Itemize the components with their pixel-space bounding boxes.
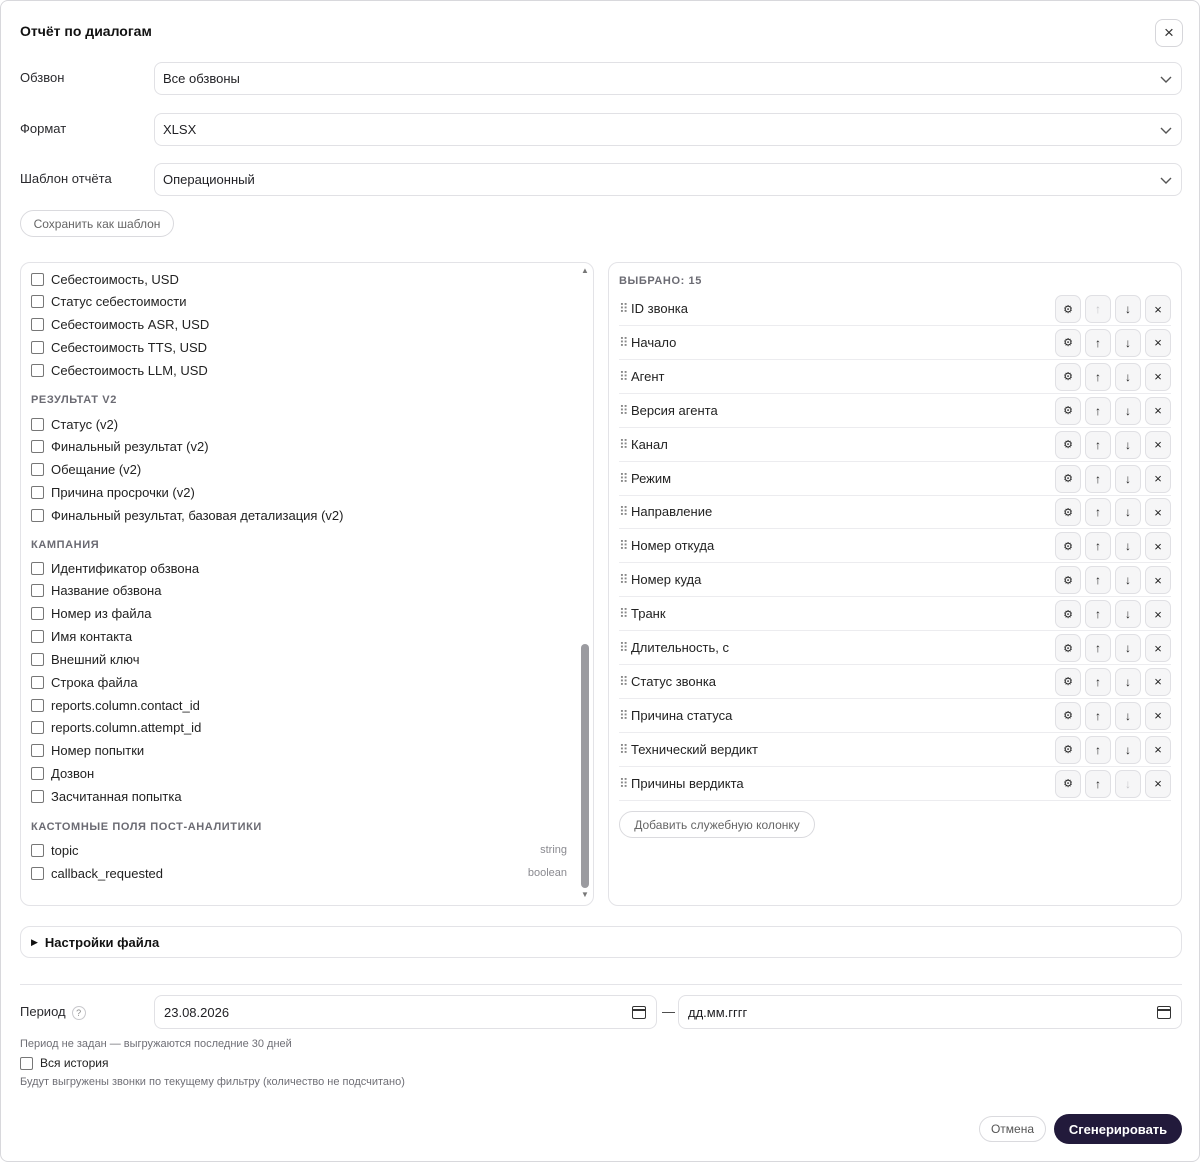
- settings-icon[interactable]: ⚙: [1055, 634, 1081, 662]
- selected-column-label: Длительность, с: [631, 640, 729, 655]
- drag-handle-icon[interactable]: ⠿: [619, 301, 628, 316]
- arrow-up-icon[interactable]: ↑: [1085, 363, 1111, 391]
- column-option-label: Себестоимость ASR, USD: [51, 317, 210, 333]
- scroll-up-arrow-icon[interactable]: ▲: [581, 266, 589, 275]
- triangle-right-icon: ▶: [31, 936, 38, 947]
- close-icon[interactable]: ×: [1145, 465, 1171, 493]
- row-actions: [1055, 397, 1171, 425]
- column-option[interactable]: [31, 605, 571, 623]
- settings-icon[interactable]: ⚙: [1055, 498, 1081, 526]
- selected-column-label: Начало: [631, 334, 677, 350]
- save-as-template-button[interactable]: Сохранить как шаблон: [20, 210, 174, 237]
- row-actions: [1055, 532, 1171, 560]
- column-option[interactable]: [31, 559, 571, 577]
- calendar-icon[interactable]: [632, 1006, 646, 1019]
- selected-column-row[interactable]: [619, 767, 1171, 801]
- arrow-down-icon: ↓: [1115, 770, 1141, 798]
- column-option[interactable]: [31, 362, 571, 380]
- column-checkbox[interactable]: [31, 744, 44, 757]
- row-actions: [1055, 295, 1171, 323]
- column-option-label: Номер из файла: [51, 606, 152, 622]
- close-icon[interactable]: ×: [1145, 329, 1171, 357]
- arrow-down-icon[interactable]: ↓: [1115, 295, 1141, 323]
- all-history-label: Вся история: [40, 1056, 109, 1070]
- scroll-down-arrow-icon[interactable]: ▼: [581, 890, 589, 899]
- drag-handle-icon[interactable]: ⠿: [619, 436, 628, 452]
- selected-column-label: Номер куда: [631, 572, 702, 588]
- generate-button[interactable]: Сгенерировать: [1054, 1114, 1182, 1144]
- row-actions: [1055, 329, 1171, 357]
- row-actions: [1055, 770, 1171, 798]
- period-to-input[interactable]: [678, 995, 1182, 1029]
- column-checkbox[interactable]: [31, 486, 44, 499]
- arrow-up-icon[interactable]: ↑: [1085, 702, 1111, 730]
- column-option[interactable]: [31, 415, 571, 433]
- column-checkbox[interactable]: [31, 341, 44, 354]
- column-option[interactable]: [31, 316, 571, 334]
- column-checkbox[interactable]: [31, 630, 44, 643]
- column-option[interactable]: [31, 461, 571, 479]
- column-option-label: Засчитанная попытка: [51, 789, 182, 804]
- chevron-down-icon: [1159, 173, 1173, 187]
- selected-column-row[interactable]: [619, 631, 1171, 665]
- selected-column-row[interactable]: [619, 360, 1171, 394]
- drag-handle-icon[interactable]: ⠿: [619, 775, 628, 791]
- arrow-up-icon[interactable]: ↑: [1085, 770, 1111, 798]
- drag-handle-icon[interactable]: ⠿: [619, 707, 628, 723]
- close-icon[interactable]: ×: [1145, 532, 1171, 560]
- selected-column-row[interactable]: [619, 529, 1171, 563]
- settings-icon[interactable]: ⚙: [1055, 295, 1081, 323]
- scrollbar-thumb[interactable]: [581, 644, 589, 888]
- column-option-label: Причина просрочки (v2): [51, 485, 195, 501]
- campaign-select[interactable]: [154, 62, 1182, 95]
- column-option[interactable]: [31, 673, 571, 691]
- chevron-down-icon: [1159, 123, 1173, 137]
- column-option-label: Финальный результат, базовая детализация (v2): [51, 508, 344, 524]
- drag-handle-icon[interactable]: ⠿: [619, 572, 628, 588]
- selected-column-row[interactable]: [619, 699, 1171, 733]
- column-option[interactable]: [31, 582, 571, 600]
- column-option-label: Название обзвона: [51, 583, 162, 599]
- section-title: КАСТОМНЫЕ ПОЛЯ ПОСТ-АНАЛИТИКИ: [31, 821, 262, 833]
- column-checkbox[interactable]: [31, 562, 44, 575]
- close-icon[interactable]: ×: [1145, 702, 1171, 730]
- calendar-icon[interactable]: [1157, 1006, 1171, 1019]
- drag-handle-icon[interactable]: ⠿: [619, 504, 628, 520]
- column-checkbox[interactable]: [31, 463, 44, 476]
- arrow-down-icon[interactable]: ↓: [1115, 397, 1141, 425]
- close-icon[interactable]: ×: [1145, 634, 1171, 662]
- selected-column-label: Номер откуда: [631, 538, 715, 554]
- settings-icon[interactable]: ⚙: [1055, 431, 1081, 459]
- column-type-badge: boolean: [527, 867, 567, 879]
- selected-column-row[interactable]: [619, 665, 1171, 699]
- campaign-label: Обзвон: [20, 70, 65, 85]
- close-icon[interactable]: ×: [1145, 431, 1171, 459]
- selected-column-row[interactable]: [619, 563, 1171, 597]
- selected-column-row[interactable]: [619, 326, 1171, 360]
- dialog-title: Отчёт по диалогам: [20, 23, 152, 39]
- drag-handle-icon[interactable]: ⠿: [619, 470, 628, 486]
- arrow-down-icon[interactable]: ↓: [1115, 363, 1141, 391]
- section-title: РЕЗУЛЬТАТ V2: [31, 394, 117, 406]
- arrow-down-icon[interactable]: ↓: [1115, 498, 1141, 526]
- period-hint: Период не задан — выгружаются последние 30 дней: [20, 1038, 292, 1050]
- close-icon[interactable]: ×: [1145, 363, 1171, 391]
- column-option[interactable]: [31, 438, 571, 456]
- selected-column-label: Статус звонка: [631, 673, 717, 689]
- drag-handle-icon[interactable]: ⠿: [619, 538, 628, 554]
- row-actions: [1055, 498, 1171, 526]
- column-checkbox[interactable]: [31, 767, 44, 780]
- arrow-up-icon[interactable]: ↑: [1085, 532, 1111, 560]
- arrow-up-icon[interactable]: ↑: [1085, 431, 1111, 459]
- column-checkbox[interactable]: [31, 844, 44, 857]
- column-option[interactable]: [31, 628, 571, 646]
- column-option-label: Себестоимость LLM, USD: [51, 363, 208, 379]
- column-option[interactable]: [31, 696, 571, 714]
- drag-handle-icon[interactable]: ⠿: [619, 640, 628, 655]
- selected-column-label: Режим: [631, 470, 672, 486]
- template-select-value: Операционный: [163, 172, 255, 187]
- selected-column-label: Причина статуса: [631, 707, 733, 723]
- close-icon[interactable]: ×: [1145, 600, 1171, 628]
- column-checkbox[interactable]: [31, 676, 44, 689]
- column-option[interactable]: [31, 650, 571, 668]
- row-actions: [1055, 736, 1171, 764]
- column-checkbox[interactable]: [31, 790, 44, 803]
- arrow-down-icon[interactable]: ↓: [1115, 634, 1141, 662]
- settings-icon[interactable]: ⚙: [1055, 702, 1081, 730]
- column-option-label: Себестоимость, USD: [51, 271, 179, 287]
- template-select[interactable]: [154, 163, 1182, 196]
- export-note: Будут выгружены звонки по текущему фильтру (количество не подсчитано): [20, 1076, 405, 1088]
- settings-icon[interactable]: ⚙: [1055, 465, 1081, 493]
- column-option[interactable]: [31, 742, 571, 760]
- selected-column-row[interactable]: [619, 394, 1171, 428]
- all-history-option[interactable]: [20, 1056, 108, 1070]
- file-settings-toggle[interactable]: [20, 926, 1182, 958]
- arrow-down-icon[interactable]: ↓: [1115, 566, 1141, 594]
- column-option[interactable]: [31, 765, 571, 783]
- column-option[interactable]: [31, 719, 571, 737]
- column-checkbox[interactable]: [31, 364, 44, 377]
- selected-column-label: ID звонка: [631, 301, 688, 316]
- arrow-down-icon[interactable]: ↓: [1115, 736, 1141, 764]
- column-option-label: Идентификатор обзвона: [51, 560, 200, 576]
- column-option-label: Финальный результат (v2): [51, 439, 209, 455]
- row-actions: [1055, 566, 1171, 594]
- selected-column-label: Технический вердикт: [631, 741, 758, 757]
- close-icon[interactable]: ×: [1145, 397, 1171, 425]
- column-option-label: Имя контакта: [51, 629, 133, 645]
- selected-column-row[interactable]: [619, 462, 1171, 496]
- arrow-up-icon[interactable]: ↑: [1085, 465, 1111, 493]
- row-actions: [1055, 363, 1171, 391]
- drag-handle-icon[interactable]: ⠿: [619, 368, 628, 384]
- close-icon[interactable]: ×: [1145, 498, 1171, 526]
- row-actions: [1055, 634, 1171, 662]
- row-actions: [1055, 600, 1171, 628]
- row-actions: [1055, 668, 1171, 696]
- column-option-label: topic: [51, 842, 79, 858]
- selected-column-row[interactable]: [619, 292, 1171, 326]
- period-from-value: 23.08.2026: [164, 1004, 230, 1020]
- close-icon[interactable]: ×: [1145, 295, 1171, 323]
- settings-icon[interactable]: ⚙: [1055, 329, 1081, 357]
- column-checkbox[interactable]: [31, 440, 44, 453]
- drag-handle-icon[interactable]: ⠿: [619, 402, 628, 418]
- arrow-down-icon[interactable]: ↓: [1115, 600, 1141, 628]
- all-history-checkbox[interactable]: [20, 1057, 33, 1070]
- column-checkbox[interactable]: [31, 867, 44, 880]
- arrow-up-icon: ↑: [1085, 295, 1111, 323]
- settings-icon[interactable]: ⚙: [1055, 600, 1081, 628]
- selected-count-header: ВЫБРАНО: 15: [619, 275, 702, 287]
- arrow-down-icon[interactable]: ↓: [1115, 702, 1141, 730]
- column-option[interactable]: [31, 864, 571, 882]
- arrow-up-icon[interactable]: ↑: [1085, 397, 1111, 425]
- arrow-up-icon[interactable]: ↑: [1085, 736, 1111, 764]
- column-checkbox[interactable]: [31, 295, 44, 308]
- selected-column-label: Канал: [631, 436, 668, 452]
- column-option[interactable]: [31, 293, 571, 311]
- column-option[interactable]: [31, 270, 571, 288]
- selected-column-row[interactable]: [619, 428, 1171, 462]
- column-option[interactable]: [31, 788, 571, 806]
- format-select[interactable]: [154, 113, 1182, 146]
- arrow-down-icon[interactable]: ↓: [1115, 431, 1141, 459]
- arrow-up-icon[interactable]: ↑: [1085, 498, 1111, 526]
- selected-column-label: Направление: [631, 504, 713, 520]
- selected-column-label: Причины вердикта: [631, 775, 744, 791]
- settings-icon[interactable]: ⚙: [1055, 736, 1081, 764]
- column-option-label: Себестоимость TTS, USD: [51, 340, 208, 356]
- column-option[interactable]: [31, 841, 571, 859]
- column-option-label: Номер попытки: [51, 743, 145, 759]
- column-option[interactable]: [31, 484, 571, 502]
- format-label: Формат: [20, 121, 67, 136]
- row-actions: [1055, 702, 1171, 730]
- add-service-column-button[interactable]: Добавить служебную колонку: [619, 811, 815, 838]
- column-option-label: Строка файла: [51, 674, 138, 690]
- column-option-label: reports.column.contact_id: [51, 697, 200, 713]
- arrow-up-icon[interactable]: ↑: [1085, 566, 1111, 594]
- cancel-button[interactable]: Отмена: [979, 1116, 1046, 1142]
- column-checkbox[interactable]: [31, 721, 44, 734]
- drag-handle-icon[interactable]: ⠿: [619, 334, 628, 350]
- arrow-down-icon[interactable]: ↓: [1115, 329, 1141, 357]
- column-checkbox[interactable]: [31, 509, 44, 522]
- chevron-down-icon: [1159, 72, 1173, 86]
- column-option[interactable]: [31, 507, 571, 525]
- arrow-up-icon[interactable]: ↑: [1085, 329, 1111, 357]
- column-checkbox[interactable]: [31, 318, 44, 331]
- selected-column-row[interactable]: [619, 597, 1171, 631]
- column-checkbox[interactable]: [31, 418, 44, 431]
- arrow-up-icon[interactable]: ↑: [1085, 634, 1111, 662]
- column-option-label: Статус (v2): [51, 416, 119, 432]
- drag-handle-icon[interactable]: ⠿: [619, 741, 628, 757]
- period-to-placeholder: дд.мм.гггг: [688, 1004, 748, 1020]
- column-option-label: Внешний ключ: [51, 651, 140, 667]
- divider: [20, 984, 1182, 985]
- file-settings-label: Настройки файла: [44, 934, 160, 950]
- column-checkbox[interactable]: [31, 699, 44, 712]
- column-checkbox[interactable]: [31, 607, 44, 620]
- close-icon: ×: [1164, 23, 1174, 42]
- arrow-up-icon[interactable]: ↑: [1085, 668, 1111, 696]
- arrow-down-icon[interactable]: ↓: [1115, 532, 1141, 560]
- settings-icon[interactable]: ⚙: [1055, 668, 1081, 696]
- selected-column-label: Агент: [631, 368, 665, 384]
- settings-icon[interactable]: ⚙: [1055, 566, 1081, 594]
- column-option-label: reports.column.attempt_id: [51, 720, 202, 736]
- section-title: КАМПАНИЯ: [31, 539, 100, 551]
- close-button[interactable]: [1155, 19, 1183, 47]
- row-actions: [1055, 465, 1171, 493]
- period-dash: —: [662, 1004, 675, 1019]
- selected-column-label: Версия агента: [631, 402, 718, 418]
- period-label: Период: [20, 1004, 66, 1019]
- arrow-down-icon[interactable]: ↓: [1115, 668, 1141, 696]
- selected-column-label: Транк: [631, 606, 666, 622]
- column-option-label: Статус себестоимости: [51, 294, 187, 310]
- campaign-select-value: Все обзвоны: [163, 71, 240, 86]
- column-checkbox[interactable]: [31, 653, 44, 666]
- settings-icon[interactable]: ⚙: [1055, 397, 1081, 425]
- column-option-label: Дозвон: [51, 766, 95, 782]
- column-checkbox[interactable]: [31, 584, 44, 597]
- drag-handle-icon[interactable]: ⠿: [619, 673, 628, 689]
- arrow-up-icon[interactable]: ↑: [1085, 600, 1111, 628]
- settings-icon[interactable]: ⚙: [1055, 532, 1081, 560]
- column-option-label: callback_requested: [51, 865, 164, 881]
- row-actions: [1055, 431, 1171, 459]
- selected-column-row[interactable]: [619, 733, 1171, 767]
- period-from-input[interactable]: [154, 995, 657, 1029]
- settings-icon[interactable]: ⚙: [1055, 770, 1081, 798]
- column-option[interactable]: [31, 339, 571, 357]
- close-icon[interactable]: ×: [1145, 566, 1171, 594]
- selected-column-row[interactable]: [619, 495, 1171, 529]
- drag-handle-icon[interactable]: ⠿: [619, 606, 628, 622]
- close-icon[interactable]: ×: [1145, 770, 1171, 798]
- close-icon[interactable]: ×: [1145, 668, 1171, 696]
- period-label-row: [20, 1004, 86, 1020]
- arrow-down-icon[interactable]: ↓: [1115, 465, 1141, 493]
- format-select-value: XLSX: [163, 122, 197, 137]
- settings-icon[interactable]: ⚙: [1055, 363, 1081, 391]
- close-icon[interactable]: ×: [1145, 736, 1171, 764]
- help-icon[interactable]: ?: [72, 1006, 86, 1020]
- column-checkbox[interactable]: [31, 273, 44, 286]
- column-type-badge: string: [540, 844, 567, 856]
- template-label: Шаблон отчёта: [20, 171, 112, 186]
- column-option-label: Обещание (v2): [51, 462, 142, 478]
